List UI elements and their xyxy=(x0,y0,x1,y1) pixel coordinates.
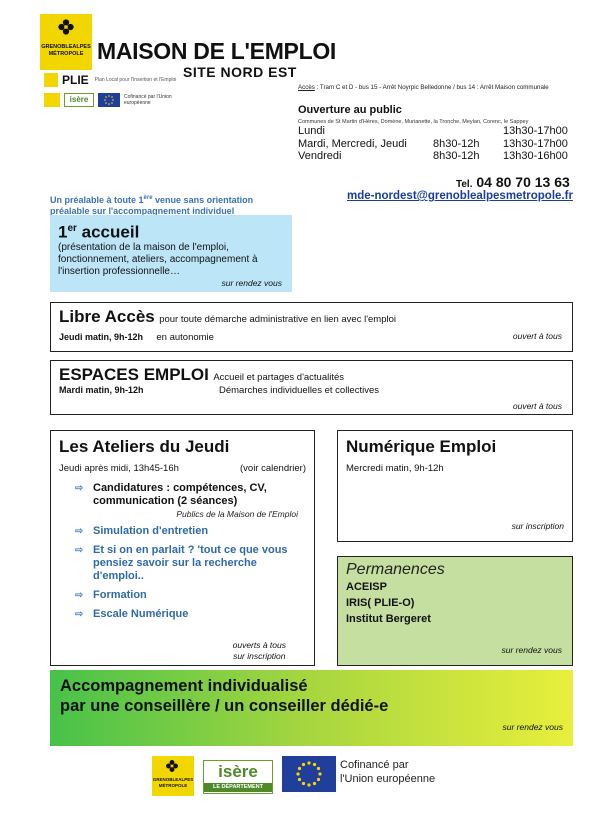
workshops-publics: Publics de la Maison de l'Emploi xyxy=(176,509,298,519)
hours-day: Lundi xyxy=(298,125,325,137)
hours-morning: 8h30-12h xyxy=(433,137,480,150)
support-line2: par une conseillère / un conseiller dédié-e xyxy=(60,697,389,715)
employment-spaces-time: Mardi matin, 9h-12h xyxy=(59,385,144,395)
hours-row xyxy=(298,150,583,163)
eu-flag-icon xyxy=(98,93,120,107)
workshops-time: Jeudi après midi, 13h45-16h xyxy=(59,463,179,474)
isere-subtext: LE DÉPARTEMENT xyxy=(204,783,272,792)
page-title: MAISON DE L'EMPLOI xyxy=(97,38,337,64)
hours-day: Vendredi xyxy=(298,150,342,162)
list-item-text: Formation xyxy=(93,589,147,601)
list-item-text: Simulation d'entretien xyxy=(93,525,209,537)
employment-spaces-title: ESPACES EMPLOI xyxy=(59,365,209,384)
first-welcome-box xyxy=(50,215,292,292)
employment-spaces-status: ouvert à tous xyxy=(512,401,562,411)
digital-employment-status: sur inscription xyxy=(511,521,564,531)
workshops-title: Les Ateliers du Jeudi xyxy=(59,437,230,456)
free-access-box xyxy=(50,302,573,352)
list-item-text: Escale Numérique xyxy=(93,608,189,620)
workshops-calendar: (voir calendrier) xyxy=(240,463,306,474)
page-subtitle: SITE NORD EST xyxy=(183,64,297,80)
title-num: 1 xyxy=(58,222,68,242)
support-line1: Accompagnement individualisé xyxy=(60,677,308,695)
logo-text: MÉTROPOLE xyxy=(158,782,188,788)
cofinance-line: l'Union européenne xyxy=(340,773,436,785)
list-item xyxy=(75,525,306,538)
title-rest: accueil xyxy=(76,222,140,242)
mini-isere-logo: isère xyxy=(64,93,94,107)
plie-logo xyxy=(44,72,176,88)
title-sup: er xyxy=(67,223,77,234)
employment-spaces-desc2: Démarches individuelles et collectives xyxy=(219,385,379,396)
permanences-box xyxy=(337,556,573,666)
thursday-workshops-box xyxy=(50,430,315,666)
hours-morning xyxy=(433,125,503,138)
free-access-title: Libre Accès xyxy=(59,307,155,326)
support-rdv: sur rendez vous xyxy=(502,722,563,732)
hours-morning: 8h30-12h xyxy=(433,150,480,162)
partner-mini-logos xyxy=(44,92,174,108)
access-label: Accès xyxy=(298,84,315,91)
flower-icon xyxy=(57,18,75,36)
permanence-item: IRIS( PLIE-O) xyxy=(346,597,415,609)
hours-afternoon: 13h30-16h00 xyxy=(503,150,568,162)
mini-metropole-logo-icon xyxy=(44,93,60,107)
hours-afternoon: 13h30-17h00 xyxy=(503,137,568,150)
first-welcome-body: (présentation de la maison de l'emploi, fonctionnement, ateliers, accompagnement à l'insertion professionnelle… xyxy=(58,241,258,277)
access-info xyxy=(298,84,549,91)
permanence-item: ACEISP xyxy=(346,581,387,593)
prelim-note xyxy=(50,193,290,216)
workshops-list xyxy=(59,525,306,621)
phone-value: 04 80 70 13 63 xyxy=(476,174,570,190)
cofinance-line: Cofinancé par xyxy=(340,759,409,771)
email-link[interactable]: mde-nordest@grenoblealpesmetropole.fr xyxy=(347,190,573,202)
hours-row xyxy=(298,138,583,151)
logo-text: GRENOBLEALPES xyxy=(152,777,194,782)
hours-day: Mardi, Mercredi, Jeudi xyxy=(298,137,407,150)
employment-spaces-desc: Accueil et partages d'actualités xyxy=(213,372,345,383)
footer-cofinance-text xyxy=(340,758,435,786)
workshops-open: ouverts à tous xyxy=(232,640,286,650)
free-access-desc: pour toute démarche administrative en lien avec l'emploi xyxy=(159,314,397,325)
prelim-text: Un préalable à toute 1 xyxy=(50,195,144,205)
arrow-right-icon: ⇨ xyxy=(75,609,84,620)
arrow-right-icon: ⇨ xyxy=(75,526,84,537)
free-access-status: ouvert à tous xyxy=(512,331,562,341)
permanences-rdv: sur rendez vous xyxy=(501,645,562,655)
footer-isere-logo xyxy=(203,760,273,794)
plie-text: PLIE xyxy=(62,73,89,87)
workshops-footnote xyxy=(233,640,286,661)
plie-tagline: Plan Local pour l'Insertion et l'Emploi xyxy=(94,77,177,83)
prelim-text: venue sans orientation préalable sur l'accompagnement individuel xyxy=(50,195,254,216)
list-item xyxy=(75,544,306,583)
footer-metropole-logo xyxy=(152,756,194,796)
hours-afternoon: 13h30-17h00 xyxy=(503,125,568,137)
digital-employment-title: Numérique Emploi xyxy=(346,437,497,456)
phone-label: Tel. xyxy=(456,179,473,190)
list-item xyxy=(75,589,306,602)
logo-text: MÉTROPOLE xyxy=(48,51,84,57)
individual-support-banner xyxy=(50,670,573,746)
grenoble-alpes-metropole-logo xyxy=(40,14,92,70)
list-item xyxy=(75,482,306,508)
workshops-registration: sur inscription xyxy=(233,650,286,661)
opening-hours-table xyxy=(298,125,583,163)
list-item xyxy=(75,608,306,621)
permanences-title: Permanences xyxy=(346,561,445,578)
free-access-time: Jeudi matin, 9h-12h xyxy=(59,332,144,342)
appointment-note: sur rendez vous xyxy=(221,278,282,288)
digital-employment-time: Mercredi matin, 9h-12h xyxy=(346,463,444,474)
digital-employment-box xyxy=(337,430,573,542)
free-access-mode: en autonomie xyxy=(156,332,214,343)
phone-number xyxy=(456,174,570,190)
communes-list: Communes de St Martin d'Hères, Domène, Murianette, la Tronche, Meylan, Corenc, le Sappey xyxy=(298,119,529,125)
isere-text: isère xyxy=(218,762,258,781)
first-welcome-title xyxy=(58,219,284,242)
hours-row xyxy=(298,125,583,138)
eu-flag-icon xyxy=(282,756,336,792)
mini-cofinance-text: Cofinancé par l'Union européenne xyxy=(124,94,172,106)
arrow-right-icon: ⇨ xyxy=(75,483,84,494)
workshops-list xyxy=(59,482,306,508)
logo-text: GRENOBLEALPES xyxy=(41,44,91,50)
prelim-sup: ère xyxy=(143,195,153,201)
arrow-right-icon: ⇨ xyxy=(75,590,84,601)
list-item-text: Et si on en parlait ? 'tout ce que vous pensiez savoir sur la recherche d'emploi.. xyxy=(93,544,288,582)
arrow-right-icon: ⇨ xyxy=(75,545,84,556)
employment-spaces-box xyxy=(50,360,573,415)
permanence-item: Institut Bergeret xyxy=(346,613,431,625)
opening-title: Ouverture au public xyxy=(298,104,402,116)
plie-mark-icon xyxy=(44,73,58,87)
access-text: : Tram C et D - bus 15 - Arrêt Noyrpic Belledonne / bus 14 : Arrêt Maison communale xyxy=(314,84,549,91)
list-item-text: Candidatures : compétences, CV, communication (2 séances) xyxy=(93,482,267,507)
flower-icon xyxy=(165,759,179,773)
